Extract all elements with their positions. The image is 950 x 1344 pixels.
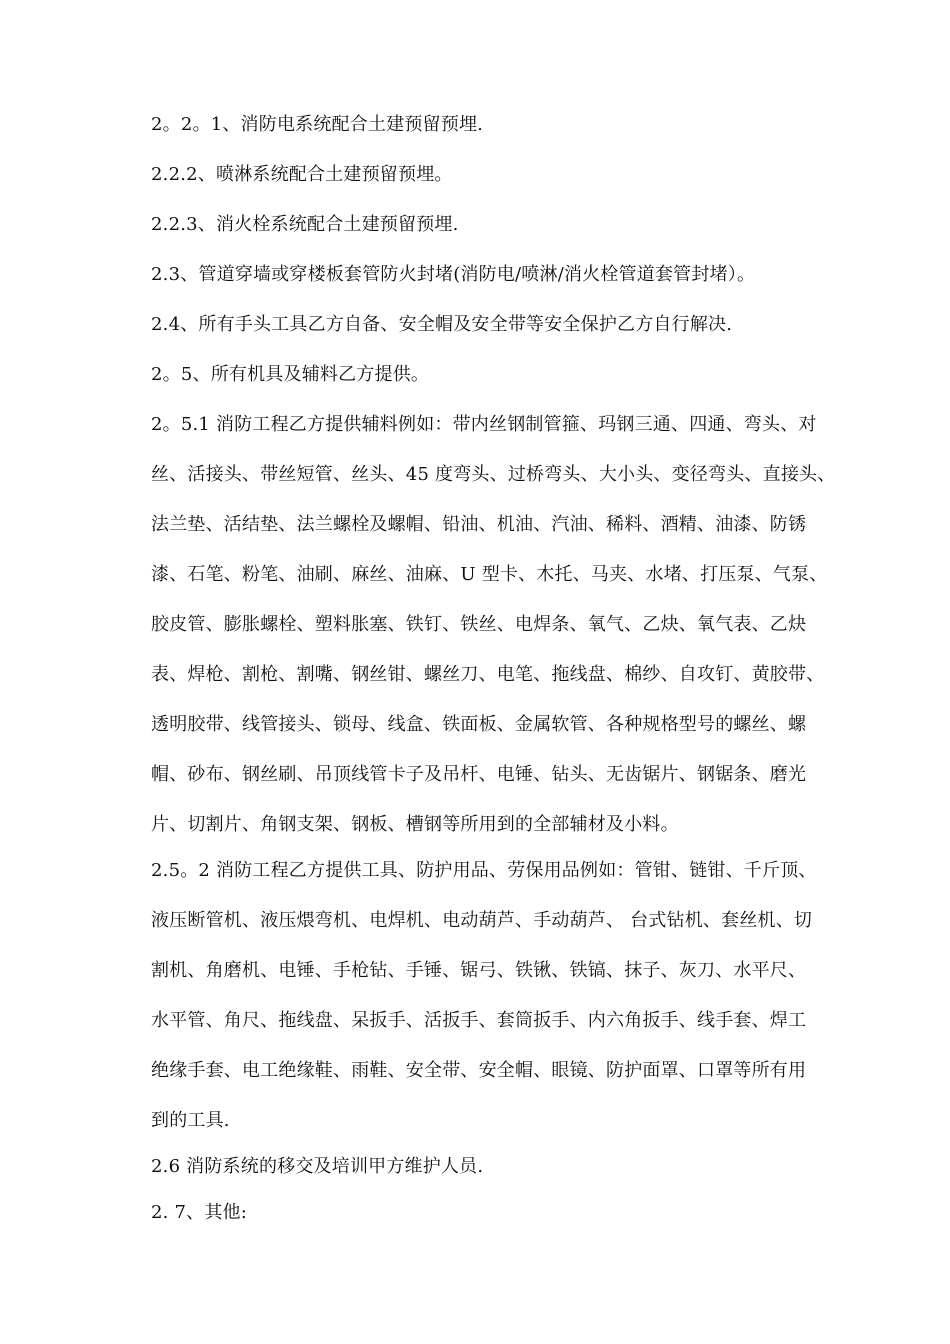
text-line: 到的工具. — [151, 1110, 230, 1131]
text-line: 2. 7、其他: — [151, 1202, 248, 1223]
text-line: 液压断管机、液压煨弯机、电焊机、电动葫芦、手动葫芦、 台式钻机、套丝机、切 — [151, 910, 813, 931]
text-line: 法兰垫、活结垫、法兰螺栓及螺帽、铅油、机油、汽油、稀料、酒精、油漆、防锈 — [151, 514, 807, 535]
text-line: 胶皮管、膨胀螺栓、塑料胀塞、铁钉、铁丝、电焊条、氧气、乙炔、氧气表、乙炔 — [151, 614, 807, 635]
text-line: 2.3、管道穿墙或穿楼板套管防火封堵(消防电/喷淋/消火栓管道套管封堵）。 — [151, 264, 756, 285]
text-line: 2.6 消防系统的移交及培训甲方维护人员. — [151, 1156, 484, 1177]
text-line: 绝缘手套、电工绝缘鞋、雨鞋、安全带、安全帽、眼镜、防护面罩、口罩等所有用 — [151, 1060, 807, 1081]
text-line: 2。2。1、消防电系统配合土建预留预埋. — [151, 114, 484, 135]
text-line: 水平管、角尺、拖线盘、呆扳手、活扳手、套筒扳手、内六角扳手、线手套、焊工 — [151, 1010, 807, 1031]
text-line: 表、焊枪、割枪、割嘴、钢丝钳、螺丝刀、电笔、拖线盘、棉纱、自攻钉、黄胶带、 — [151, 664, 825, 685]
text-line: 2.5。2 消防工程乙方提供工具、防护用品、劳保用品例如：管钳、链钳、千斤顶、 — [151, 860, 817, 881]
text-line: 丝、活接头、带丝短管、丝头、45 度弯头、过桥弯头、大小头、变径弯头、直接头、 — [151, 464, 836, 485]
text-line: 漆、石笔、粉笔、油刷、麻丝、油麻、U 型卡、木托、马夹、水堵、打压泵、气泵、 — [151, 564, 828, 585]
text-line: 帽、砂布、钢丝刷、吊顶线管卡子及吊杆、电锤、钻头、无齿锯片、钢锯条、磨光 — [151, 764, 807, 785]
text-line: 片、切割片、角钢支架、钢板、槽钢等所用到的全部辅材及小料。 — [151, 814, 679, 835]
text-line: 2。5、所有机具及辅料乙方提供。 — [151, 364, 430, 385]
text-line: 割机、角磨机、电锤、手枪钻、手锤、锯弓、铁锹、铁镐、抹子、灰刀、水平尺、 — [151, 960, 807, 981]
text-line: 透明胶带、线管接头、锁母、线盒、铁面板、金属软管、各种规格型号的螺丝、螺 — [151, 714, 807, 735]
text-line: 2.4、所有手头工具乙方自备、安全帽及安全带等安全保护乙方自行解决. — [151, 314, 733, 335]
text-line: 2.2.3、消火栓系统配合土建预留预埋. — [151, 214, 459, 235]
text-line: 2.2.2、喷淋系统配合土建预留预埋。 — [151, 164, 453, 185]
text-line: 2。5.1 消防工程乙方提供辅料例如：带内丝钢制管箍、玛钢三通、四通、弯头、对 — [151, 414, 817, 435]
document-body — [151, 107, 861, 1241]
